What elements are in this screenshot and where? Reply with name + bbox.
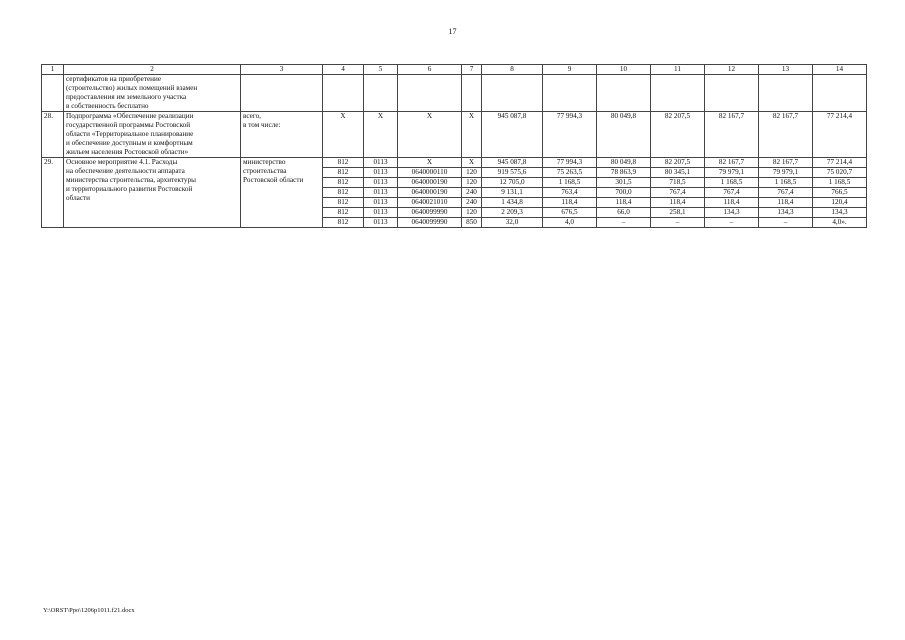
value-cell: X: [462, 112, 482, 158]
value-cell: 1 168,5: [543, 178, 597, 188]
header-cell: 3: [241, 65, 323, 75]
value-cell: 77 214,4: [813, 112, 867, 158]
value-cell: 120: [462, 178, 482, 188]
value-cell: –: [597, 218, 651, 228]
header-cell: 12: [705, 65, 759, 75]
value-cell: 12 705,0: [482, 178, 543, 188]
value-cell: 79 979,1: [759, 168, 813, 178]
value-cell: –: [651, 218, 705, 228]
value-cell: 812: [323, 168, 364, 178]
value-cell: 1 168,5: [813, 178, 867, 188]
value-cell: 945 087,8: [482, 112, 543, 158]
value-cell: 0113: [364, 168, 398, 178]
value-cell: 80 049,8: [597, 112, 651, 158]
value-cell: 77 994,3: [543, 112, 597, 158]
value-cell: 4,0».: [813, 218, 867, 228]
value-cell: 134,3: [813, 208, 867, 218]
value-cell: 0113: [364, 208, 398, 218]
value-cell: 0113: [364, 178, 398, 188]
value-cell: 767,4: [651, 188, 705, 198]
value-cell: 767,4: [759, 188, 813, 198]
page-number: 17: [448, 27, 457, 36]
table-row-28: [42, 112, 867, 158]
value-cell: –: [705, 218, 759, 228]
value-cell: 79 979,1: [705, 168, 759, 178]
value-cell: 301,5: [597, 178, 651, 188]
header-cell: 4: [323, 65, 364, 75]
value-cell: 766,5: [813, 188, 867, 198]
value-cell: 718,5: [651, 178, 705, 188]
value-cell: 2 209,3: [482, 208, 543, 218]
value-cell: 763,4: [543, 188, 597, 198]
value-cell: 812: [323, 178, 364, 188]
value-cell: 75 020,7: [813, 168, 867, 178]
header-cell: 7: [462, 65, 482, 75]
value-cell: 82 207,5: [651, 158, 705, 168]
value-cell: 120,4: [813, 198, 867, 208]
value-cell: 80 345,1: [651, 168, 705, 178]
value-cell: 120: [462, 168, 482, 178]
value-cell: 0640099990: [398, 208, 462, 218]
value-cell: 118,4: [705, 198, 759, 208]
value-cell: 134,3: [705, 208, 759, 218]
value-cell: 118,4: [759, 198, 813, 208]
header-cell: 14: [813, 65, 867, 75]
value-cell: 850: [462, 218, 482, 228]
budget-table: [41, 64, 867, 228]
value-cell: X: [398, 158, 462, 168]
value-cell: X: [462, 158, 482, 168]
value-cell: 77 994,3: [543, 158, 597, 168]
row-executor: всего, в том числе:: [241, 112, 323, 158]
value-cell: 0640000190: [398, 188, 462, 198]
value-cell: 919 575,6: [482, 168, 543, 178]
value-cell: 0113: [364, 158, 398, 168]
header-row: [42, 65, 867, 75]
row-title: Подпрограмма «Обеспечение реализации государственной программы Ростовской области «Территориальное планирование и обеспечение доступным и комфортным жильем населения Ростовской области»: [64, 112, 241, 158]
table-row-29-line: [42, 158, 867, 168]
value-cell: 0640000190: [398, 178, 462, 188]
header-cell: 9: [543, 65, 597, 75]
header-cell: 11: [651, 65, 705, 75]
value-cell: 82 207,5: [651, 112, 705, 158]
value-cell: 0113: [364, 198, 398, 208]
value-cell: 82 167,7: [705, 112, 759, 158]
value-cell: X: [398, 112, 462, 158]
value-cell: 118,4: [597, 198, 651, 208]
header-cell: 6: [398, 65, 462, 75]
value-cell: 77 214,4: [813, 158, 867, 168]
value-cell: 118,4: [651, 198, 705, 208]
value-cell: 78 863,9: [597, 168, 651, 178]
value-cell: 1 168,5: [759, 178, 813, 188]
continuation-row: [42, 75, 867, 112]
value-cell: X: [323, 112, 364, 158]
value-cell: 0640021010: [398, 198, 462, 208]
value-cell: 812: [323, 208, 364, 218]
value-cell: 66,0: [597, 208, 651, 218]
value-cell: 9 131,1: [482, 188, 543, 198]
value-cell: 82 167,7: [759, 158, 813, 168]
value-cell: 812: [323, 218, 364, 228]
value-cell: 118,4: [543, 198, 597, 208]
value-cell: 240: [462, 198, 482, 208]
header-cell: 2: [64, 65, 241, 75]
value-cell: 134,3: [759, 208, 813, 218]
value-cell: 767,4: [705, 188, 759, 198]
value-cell: 82 167,7: [759, 112, 813, 158]
row-number: 29.: [42, 158, 64, 228]
value-cell: –: [759, 218, 813, 228]
value-cell: 812: [323, 188, 364, 198]
header-cell: 13: [759, 65, 813, 75]
value-cell: 240: [462, 188, 482, 198]
value-cell: 1 168,5: [705, 178, 759, 188]
value-cell: 75 263,5: [543, 168, 597, 178]
value-cell: 0113: [364, 188, 398, 198]
file-path-footer: Y:\ORST\Ppo\1206p1011.f21.docx: [43, 607, 135, 614]
row-executor: министерство строительства Ростовской области: [241, 158, 323, 228]
value-cell: 945 087,8: [482, 158, 543, 168]
value-cell: 0640000110: [398, 168, 462, 178]
value-cell: 32,0: [482, 218, 543, 228]
header-cell: 8: [482, 65, 543, 75]
header-cell: 10: [597, 65, 651, 75]
value-cell: 812: [323, 198, 364, 208]
value-cell: 676,5: [543, 208, 597, 218]
value-cell: 120: [462, 208, 482, 218]
value-cell: 0640099990: [398, 218, 462, 228]
value-cell: 4,0: [543, 218, 597, 228]
value-cell: 812: [323, 158, 364, 168]
row-title: Основное мероприятие 4.1. Расходы на обеспечение деятельности аппарата министерства строительства, архитектуры и территориального развития Ростовской области: [64, 158, 241, 228]
header-cell: 5: [364, 65, 398, 75]
value-cell: 82 167,7: [705, 158, 759, 168]
value-cell: 258,1: [651, 208, 705, 218]
value-cell: X: [364, 112, 398, 158]
value-cell: 700,0: [597, 188, 651, 198]
value-cell: 0113: [364, 218, 398, 228]
row-number: 28.: [42, 112, 64, 158]
value-cell: 1 434,8: [482, 198, 543, 208]
continuation-text: сертификатов на приобретение (строительство) жилых помещений взамен предоставления им земельного участка в собственность бесплатно: [64, 75, 241, 112]
value-cell: 80 049,8: [597, 158, 651, 168]
header-cell: 1: [42, 65, 64, 75]
